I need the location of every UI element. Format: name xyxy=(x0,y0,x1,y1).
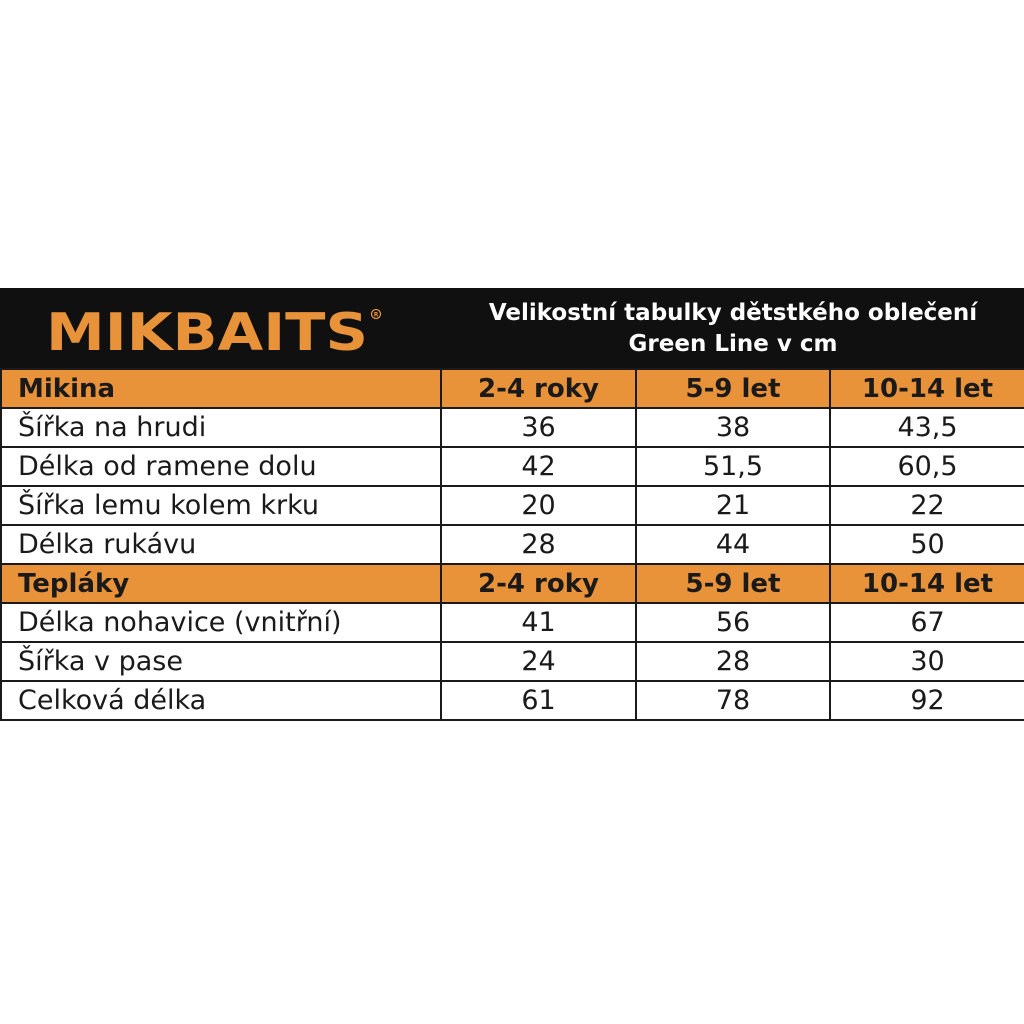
svg-text:R: R xyxy=(373,311,379,319)
table-row xyxy=(1,681,1024,720)
size-header: 5-9 let xyxy=(636,564,830,603)
measure-value: 24 xyxy=(441,642,636,681)
size-header: 10-14 let xyxy=(830,564,1024,603)
size-header: 10-14 let xyxy=(830,369,1024,408)
measure-value: 43,5 xyxy=(830,408,1024,447)
title-line-1: Velikostní tabulky dětstkého oblečení xyxy=(488,300,978,326)
measure-label: Šířka na hrudi xyxy=(1,408,441,447)
size-chart xyxy=(0,288,1024,736)
measure-value: 38 xyxy=(636,408,830,447)
section-header-teplaky xyxy=(1,564,1024,603)
measure-value: 60,5 xyxy=(830,447,1024,486)
table-row xyxy=(1,408,1024,447)
section-name: Mikina xyxy=(1,369,441,408)
measure-value: 56 xyxy=(636,603,830,642)
measure-label: Celková délka xyxy=(1,681,441,720)
logo-wordmark xyxy=(46,300,382,358)
svg-text:MIKBAITS: MIKBAITS xyxy=(46,303,368,358)
measure-value: 30 xyxy=(830,642,1024,681)
measure-label: Šířka v pase xyxy=(1,642,441,681)
mikbaits-logo xyxy=(46,300,382,358)
title-line-2: Green Line v cm xyxy=(628,331,838,357)
table-row xyxy=(1,525,1024,564)
measure-value: 20 xyxy=(441,486,636,525)
size-header: 2-4 roky xyxy=(441,369,636,408)
chart-title xyxy=(448,298,1018,360)
size-header: 5-9 let xyxy=(636,369,830,408)
measure-value: 28 xyxy=(636,642,830,681)
measure-value: 21 xyxy=(636,486,830,525)
measure-value: 50 xyxy=(830,525,1024,564)
size-header: 2-4 roky xyxy=(441,564,636,603)
measure-value: 42 xyxy=(441,447,636,486)
measure-value: 78 xyxy=(636,681,830,720)
measure-value: 61 xyxy=(441,681,636,720)
table-row xyxy=(1,447,1024,486)
measure-value: 41 xyxy=(441,603,636,642)
measure-label: Délka rukávu xyxy=(1,525,441,564)
measure-label: Šířka lemu kolem krku xyxy=(1,486,441,525)
table-row xyxy=(1,642,1024,681)
measure-label: Délka od ramene dolu xyxy=(1,447,441,486)
header-banner xyxy=(0,288,1024,368)
measure-value: 44 xyxy=(636,525,830,564)
measure-value: 51,5 xyxy=(636,447,830,486)
measure-value: 36 xyxy=(441,408,636,447)
section-header-mikina xyxy=(1,369,1024,408)
measure-value: 28 xyxy=(441,525,636,564)
measure-value: 22 xyxy=(830,486,1024,525)
table-row xyxy=(1,603,1024,642)
measure-label: Délka nohavice (vnitřní) xyxy=(1,603,441,642)
measure-value: 67 xyxy=(830,603,1024,642)
size-table xyxy=(0,368,1024,721)
measure-value: 92 xyxy=(830,681,1024,720)
section-name: Tepláky xyxy=(1,564,441,603)
table-row xyxy=(1,486,1024,525)
